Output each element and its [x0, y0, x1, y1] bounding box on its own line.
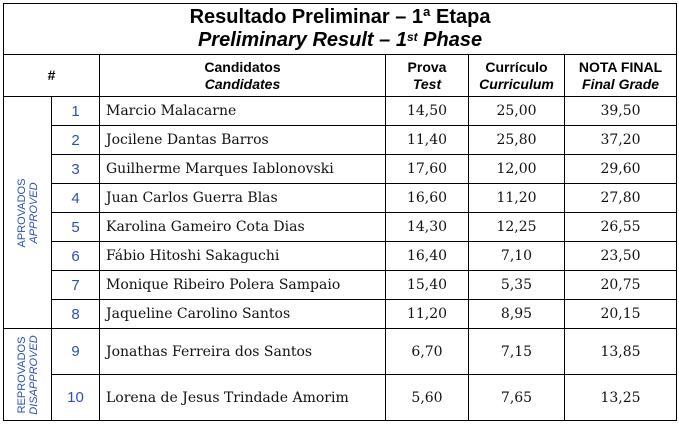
candidate-name: Karolina Gameiro Cota Dias	[100, 213, 386, 242]
table-row	[4, 271, 677, 300]
header-test	[386, 55, 469, 97]
table-row	[4, 155, 677, 184]
row-number: 5	[52, 213, 100, 242]
test-score: 14,50	[386, 97, 469, 126]
table-title	[4, 4, 677, 55]
final-grade: 37,20	[565, 126, 677, 155]
test-score: 16,60	[386, 184, 469, 213]
header-curriculum-en: Curriculum	[479, 75, 554, 92]
candidate-name: Guilherme Marques Iablonovski	[100, 155, 386, 184]
row-number: 2	[52, 126, 100, 155]
final-grade: 13,85	[565, 329, 677, 375]
final-grade: 20,75	[565, 271, 677, 300]
candidate-name: Marcio Malacarne	[100, 97, 386, 126]
curriculum-score: 7,15	[469, 329, 565, 375]
title-english-tail: Phase	[417, 29, 483, 51]
final-grade: 29,60	[565, 155, 677, 184]
row-number: 9	[52, 329, 100, 375]
row-number: 1	[52, 97, 100, 126]
test-score: 15,40	[386, 271, 469, 300]
test-score: 16,40	[386, 242, 469, 271]
header-number	[4, 55, 100, 97]
table-row	[4, 126, 677, 155]
table-row	[4, 184, 677, 213]
test-score: 11,40	[386, 126, 469, 155]
table-row	[4, 300, 677, 329]
disapproved-group-label	[4, 329, 52, 421]
test-score: 5,60	[386, 375, 469, 421]
title-english	[4, 29, 676, 52]
header-candidates	[100, 55, 386, 97]
approved-label-en: APPROVED	[27, 181, 40, 244]
row-number: 3	[52, 155, 100, 184]
row-number: 6	[52, 242, 100, 271]
disapproved-label-en: DISAPPROVED	[27, 334, 40, 415]
final-grade: 13,25	[565, 375, 677, 421]
disapproved-vertical-label	[16, 335, 40, 414]
test-score: 6,70	[386, 329, 469, 375]
row-number: 8	[52, 300, 100, 329]
header-candidates-en: Candidates	[204, 75, 281, 92]
curriculum-score: 7,10	[469, 242, 565, 271]
candidate-name: Monique Ribeiro Polera Sampaio	[100, 271, 386, 300]
final-grade: 20,15	[565, 300, 677, 329]
disapproved-label-pt: REPROVADOS	[15, 336, 28, 413]
row-number: 7	[52, 271, 100, 300]
row-number: 4	[52, 184, 100, 213]
header-number-label: #	[47, 67, 56, 83]
table-row	[4, 329, 677, 375]
curriculum-score: 5,35	[469, 271, 565, 300]
curriculum-score: 25,00	[469, 97, 565, 126]
candidate-name: Fábio Hitoshi Sakaguchi	[100, 242, 386, 271]
curriculum-score: 25,80	[469, 126, 565, 155]
final-grade: 26,55	[565, 213, 677, 242]
curriculum-score: 12,00	[469, 155, 565, 184]
header-final-pt: NOTA FINAL	[578, 58, 663, 75]
header-final-en: Final Grade	[582, 75, 660, 92]
final-grade: 23,50	[565, 242, 677, 271]
header-curriculum	[469, 55, 565, 97]
table-row	[4, 375, 677, 421]
candidate-name: Jonathas Ferreira dos Santos	[100, 329, 386, 375]
approved-vertical-label	[16, 178, 40, 247]
header-test-pt: Prova	[407, 58, 447, 75]
title-english-superscript: st	[406, 30, 418, 44]
curriculum-score: 11,20	[469, 184, 565, 213]
test-score: 11,20	[386, 300, 469, 329]
table-row	[4, 213, 677, 242]
title-portuguese: Resultado Preliminar – 1ª Etapa	[189, 6, 491, 28]
results-table	[3, 3, 677, 421]
table-row	[4, 97, 677, 126]
candidate-name: Juan Carlos Guerra Blas	[100, 184, 386, 213]
curriculum-score: 7,65	[469, 375, 565, 421]
table-row	[4, 242, 677, 271]
approved-group-label	[4, 97, 52, 329]
test-score: 14,30	[386, 213, 469, 242]
approved-label-pt: APROVADOS	[15, 178, 28, 247]
header-curriculum-pt: Currículo	[485, 58, 548, 75]
row-number: 10	[52, 375, 100, 421]
final-grade: 27,80	[565, 184, 677, 213]
header-candidates-pt: Candidatos	[204, 58, 281, 75]
candidate-name: Jocilene Dantas Barros	[100, 126, 386, 155]
curriculum-score: 12,25	[469, 213, 565, 242]
candidate-name: Jaqueline Carolino Santos	[100, 300, 386, 329]
header-final-grade	[565, 55, 677, 97]
title-english-main: Preliminary Result – 1	[197, 29, 407, 51]
candidate-name: Lorena de Jesus Trindade Amorim	[100, 375, 386, 421]
final-grade: 39,50	[565, 97, 677, 126]
header-test-en: Test	[412, 75, 442, 92]
test-score: 17,60	[386, 155, 469, 184]
curriculum-score: 8,95	[469, 300, 565, 329]
